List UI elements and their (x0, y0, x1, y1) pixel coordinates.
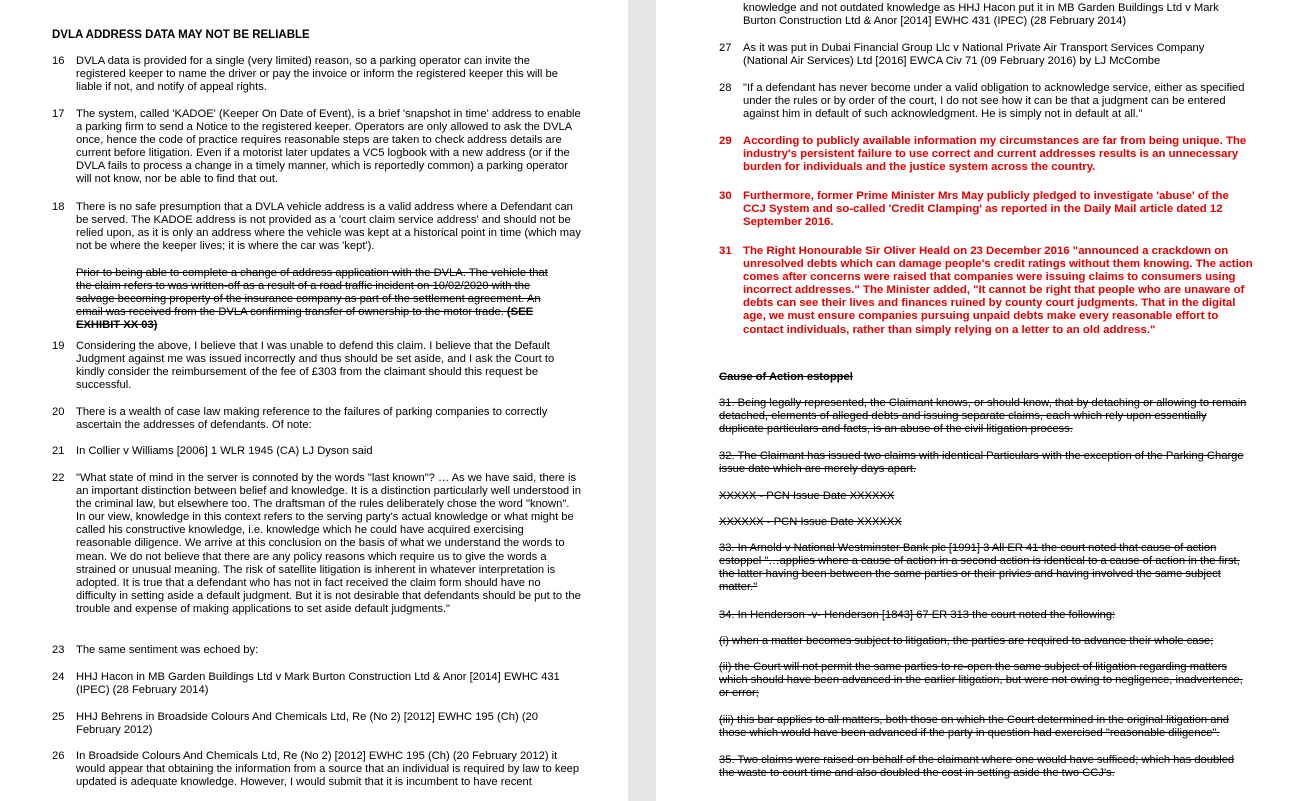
struck-paragraph: (i) when a matter becomes subject to litigation, the parties are required to advance their whole case; (719, 635, 1214, 647)
para-number: 17 (52, 108, 65, 120)
paragraph-30: Furthermore, former Prime Minister Mrs May publicly pledged to investigate 'abuse' of the CCJ System and so-called 'Credit Clamping' as reported in the Daily Mail article dated 12 September 2016. (743, 190, 1229, 229)
page-gap (628, 0, 656, 801)
para-number: 25 (52, 711, 65, 723)
paragraph-29: According to publicly available information my circumstances are far from being unique. The industry's persistent failure to use correct and current addresses results is an unnecessary burden for individuals and the justice system across the country. (743, 135, 1247, 174)
struck-paragraph: 34. In Henderson -v- Henderson [1843] 67 ER 313 the court noted the following: (719, 609, 1116, 621)
para-number: 23 (52, 644, 65, 656)
struck-paragraph: 32. The Claimant has issued two claims with identical Particulars with the exception of the Parking Charge issue date which are merely days apart. (719, 450, 1244, 476)
para-number: 26 (52, 750, 65, 762)
para-number: 20 (52, 406, 65, 418)
paragraph-struck-dvla (76, 267, 566, 332)
para-number: 19 (52, 340, 65, 352)
para-number: 31 (719, 245, 732, 257)
para-number: 24 (52, 671, 65, 683)
para-number: 29 (719, 135, 732, 147)
paragraph-18: There is no safe presumption that a DVLA vehicle address is a valid address where a Defendant can be served. The KADOE address is not provided as a 'court claim service address' and should not be relied upon, as it is only an address where the vehicle was kept at a historical point in time (which may not be where the keeper lives; it is where the car was 'kept'). (76, 201, 581, 253)
paragraph-25: HHJ Behrens in Broadside Colours And Chemicals Ltd, Re (No 2) [2012] EWHC 195 (Ch) (20 February 2012) (76, 711, 538, 737)
para-number: 16 (52, 55, 65, 67)
paragraph-19: Considering the above, I believe that I was unable to defend this claim. I believe that the Default Judgment against me was issued incorrectly and thus should be set aside, and I ask the Court to kindly consider the reimbursement of the fee of £303 from the claimant should this request be successful. (76, 340, 555, 392)
paragraph-17: The system, called 'KADOE' (Keeper On Date of Event), is a brief 'snapshot in time' address to enable a parking firm to send a Notice to the registered keeper. Operators are only allowed to ask the DVLA once, hence the code of practice requires reasonable steps are taken to check address details are current before litigation. Even if a motorist later updates a VC5 logbook with a new address (or if the DVLA fails to process a change in a timely manner, which is reportedly common) a parking operator will not know, nor be able to find that out. (76, 108, 581, 186)
struck-paragraph: 35. Two claims were raised on behalf of the claimant where one would have sufficed; which has doubled the waste to court time and also doubled the cost in setting aside the two CCJ's. (719, 754, 1235, 780)
paragraph-16: DVLA data is provided for a single (very limited) reason, so a parking operator can invite the registered keeper to name the driver or pay the invoice or inform the registered keeper this will be liable if not, and notify of appeal rights. (76, 55, 558, 94)
paragraph-22-quote: "What state of mind in the server is connoted by the words "last known"? … As we have said, there is an important distinction between belief and knowledge. It is a distinction particularly well understood in the criminal law, but elsewhere too. The draftsman of the rules deliberately chose the word "known". In our view, knowledge in this context refers to the serving party's actual knowledge or what might be called his constructive knowledge, i.e. knowledge which he could have acquired exercising reasonable diligence. We arrive at this conclusion on the basis of what we understand the words to mean. We do not believe that there are any policy reasons which require us to give the words a strained or unusual meaning. The risk of satellite litigation is inherent in whatever interpretation is adopted. It is true that a defendant who has not in fact received the claim form should have no difficulty in setting aside a default judgment. But it is not desirable that defendants should be put to the trouble and expense of making applications to set aside default judgments." (76, 472, 581, 615)
paragraph-20: There is a wealth of case law making reference to the failures of parking companies to correctly ascertain the addresses of defendants. Of note: (76, 406, 548, 432)
paragraph-28-quote: "If a defendant has never become under a valid obligation to acknowledge service, either as specified under the rules or by order of the court, I do not see how it can be that a judgment can be entered against him in default of such acknowledgment. He is simply not in default at all." (743, 82, 1245, 121)
estoppel-heading: Cause of Action estoppel (719, 371, 853, 383)
paragraph-24: HHJ Hacon in MB Garden Buildings Ltd v Mark Burton Construction Ltd & Anor [2014] EWHC 431 (IPEC) (28 February 2014) (76, 671, 560, 697)
struck-paragraph: XXXXXX - PCN Issue Date XXXXXX (719, 516, 902, 528)
paragraph-21: In Collier v Williams [2006] 1 WLR 1945 (CA) LJ Dyson said (76, 445, 373, 457)
struck-paragraph: (ii) the Court will not permit the same parties to re-open the same subject of litigation regarding matters which should have been advanced in the earlier litigation, but were not owing to negligence, inadvertence, or error; (719, 661, 1243, 700)
para-number: 28 (719, 82, 732, 94)
section-heading-dvla: DVLA ADDRESS DATA MAY NOT BE RELIABLE (52, 29, 310, 41)
para-number: 18 (52, 201, 65, 213)
paragraph-23: The same sentiment was echoed by: (76, 644, 259, 656)
para-number: 27 (719, 42, 732, 54)
struck-paragraph: XXXXX - PCN Issue Date XXXXXX (719, 490, 895, 502)
struck-paragraph: 33. In Arnold v National Westminster Bank plc [1991] 3 All ER 41 the court noted that cause of action estoppel "…applies where a cause of action in a second action is identical to a cause of action in the first, the latter having been between the same parties or their privies and having involved the same subject matter." (719, 542, 1240, 594)
para-number: 22 (52, 472, 65, 484)
paragraph-31: The Right Honourable Sir Oliver Heald on 23 December 2016 "announced a crackdown on unresolved debts which can damage people's credit ratings without them knowing. The action comes after concerns were raised that companies were issuing claims to consumers using incorrect addresses." The Minister added, "It cannot be right that people who are unaware of debts can see their lives and finances ruined by county court judgments. That in the digital age, we must ensure companies pursuing unpaid debts make every reasonable effort to contact individuals, rather than simply relying on a letter to an old address." (743, 245, 1253, 336)
struck-text: Prior to being able to complete a change of address application with the DVLA. The vehicle that the claim refers to was written-off as a result of a road traffic incident on 10/02/2020 with the salvage becoming property of the insurance company as part of the settlement agreement. An email was received from the DVLA confirming transfer of ownership to the motor trade. (76, 267, 548, 319)
continued-text: knowledge and not outdated knowledge as HHJ Hacon put it in MB Garden Buildings Ltd v Mark Burton Construction Ltd & Anor [2014] EWHC 431 (IPEC) (28 February 2014) (743, 2, 1219, 28)
para-number: 21 (52, 445, 65, 457)
document-page-left (0, 0, 628, 801)
exhibit-reference: (SEE EXHIBIT XX 03) (76, 306, 534, 332)
document-page-right (656, 0, 1307, 801)
para-number: 30 (719, 190, 732, 202)
struck-paragraph: 31. Being legally represented, the Claimant knows, or should know, that by detaching or allowing to remain detached, elements of alleged debts and issuing separate claims, each which rely upon essentially duplicate particulars and facts, is an abuse of the civil litigation process. (719, 397, 1247, 436)
struck-paragraph: (iii) this bar applies to all matters, both those on which the Court determined in the original litigation and those which would have been advanced if the party in question had exercised "reasonable diligence". (719, 714, 1229, 740)
paragraph-27: As it was put in Dubai Financial Group Llc v National Private Air Transport Services Company (National Air Services) Ltd [2016] EWCA Civ 71 (09 February 2016) by LJ McCombe (743, 42, 1205, 68)
paragraph-26: In Broadside Colours And Chemicals Ltd, Re (No 2) [2012] EWHC 195 (Ch) (20 February 2012) it would appear that obtaining the information from a source that an individual is required by law to keep updated is adequate knowledge. However, I would submit that it is incumbent to have recent (76, 750, 580, 789)
